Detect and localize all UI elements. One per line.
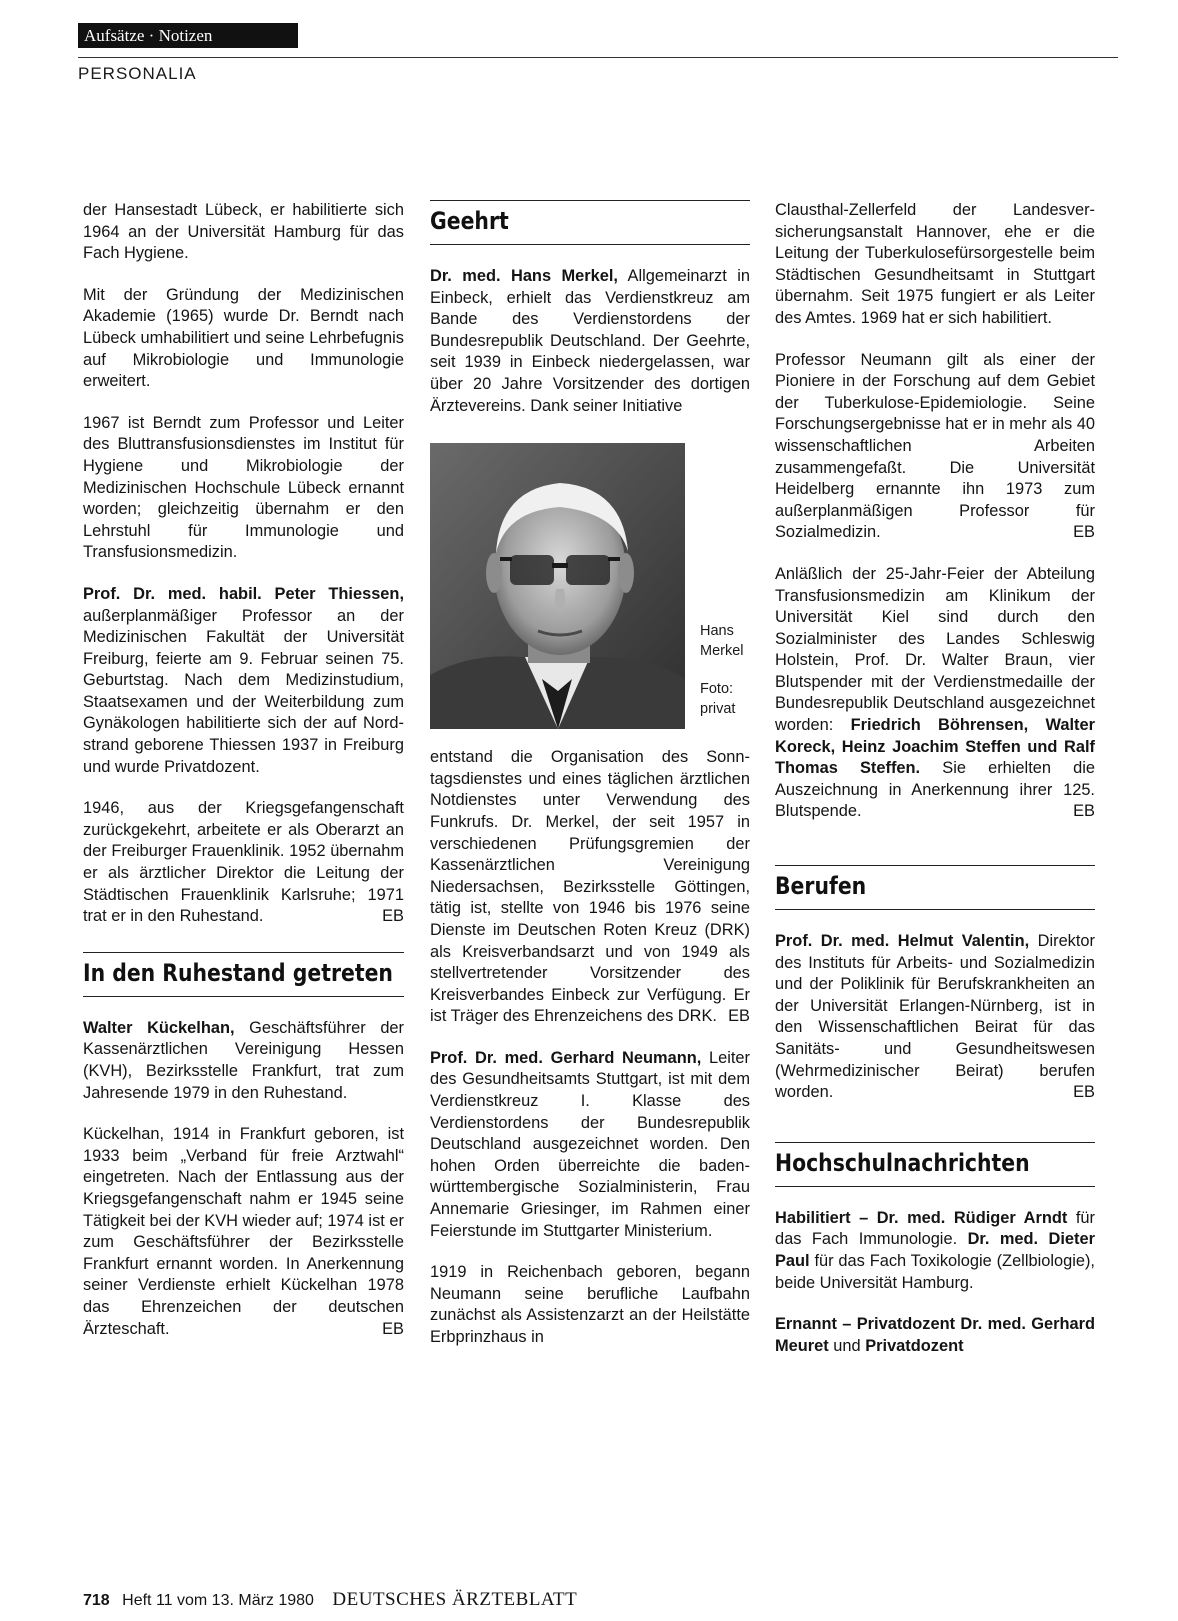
article-paragraph: der Hansestadt Lübeck, er habilitierte sich 1964 an der Universität Hamburg für das Fach Hygiene.: [83, 201, 404, 263]
header-rule: [78, 57, 1118, 58]
heading-ruhestand: In den Ruhestand getreten: [83, 958, 393, 987]
paragraph-text: Kückelhan, 1914 in Frankfurt geboren, ist 1933 beim „Verband für freie Arztwahl“ eingetreten. Nach der Entlassung aus der Kriegsgefangenschaft nahm er 1945 seine Tätigkeit bei der KVH wieder auf; 1974 ist er zum Geschäftsführer der Bezirksstelle Frankfurt ernannt worden. In Anerkennung seiner Verdienste erhielt Kückelhan 1978 das Ehrenzeichen der deutschen Ärzteschaft.: [83, 1125, 404, 1338]
article-paragraph: [83, 584, 404, 778]
paragraph-text: für das Fach Immunologie.: [775, 1208, 1095, 1249]
article-paragraph: [775, 1208, 1095, 1294]
person-name: Prof. Dr. med. Gerhard Neumann,: [430, 1048, 702, 1067]
paragraph-text: außerplanmäßiger Professor an der Medizinischen Fakultät der Universität Freiburg, feierte am 9. Februar seinen 75. Geburtstag. Nach dem Medizinstudium, Staatsexamen und der Weiterbildung zum Gynäkologen habilitierte sich der auf Nordstrand geborene Thiessen 1937 in Freiburg und wurde Privatdozent.: [83, 606, 404, 776]
article-paragraph: 1919 in Reichenbach geboren, begann Neumann seine berufliche Laufbahn zunächst als Assistenzarzt an der Heilstätte Erbprinzhaus in: [430, 1263, 750, 1346]
paragraph-text: entstand die Organisation des Sonntagsdienstes und eines täglichen ärztlichen Notdienstes unter Verwendung des Funkrufs. Dr. Merkel, der seit 1957 in verschiedenen Prüfungsgremien der Kassenärztlichen Vereinigung Niedersachsen, Bezirksstelle Göttingen, tätig ist, stellte von 1946 bis 1976 seine Dienste im Deutschen Roten Kreuz (DRK) als Kreisverbandsarzt und von 1949 als stellvertretender Vorsitzender des Kreisverbandes Einbeck zur Verfügung. Er ist Träger des Ehrenzeichens des DRK.: [430, 748, 750, 1026]
photo-block: [430, 443, 750, 729]
heading-berufen: Berufen: [775, 872, 867, 901]
caption-credit: privat: [700, 701, 736, 718]
paragraph-text: Allgemeinarzt in Einbeck, erhielt das Verdienstkreuz am Bande des Verdienstordens der Bundesrepublik Deutschland. Der Geehrte, seit 1939 in Einbeck niedergelassen, war über 20 Jahre Vorsitzender des dortigen Ärztevereins. Dank seiner Initiative: [430, 267, 750, 415]
article-paragraph: Clausthal-Zellerfeld der Landesversicherungsanstalt Hannover, ehe er die Leitung der Tuberkulosefürsorgestelle beim Städtischen Gesundheitsamt in Stuttgart übernahm. Seit 1975 fungiert er als Leiter des Amtes. 1969 hat er sich habilitiert.: [775, 201, 1095, 327]
article-paragraph: [775, 564, 1095, 823]
author-signature: EB: [382, 907, 404, 926]
paragraph-text: Direktor des Instituts für Arbeits- und Sozialmedizin und der Poliklinik für Berufskrankheiten an der Universität Erlangen-Nürnberg, ist in den Wissenschaftlichen Beirat für das Sanitäts- und Gesundheitswesen (Wehrmedizinischer Beirat) berufen worden.: [775, 932, 1096, 1102]
paragraph-text: Anläßlich der 25-Jahr-Feier der Abteilung Transfusionsmedizin am Klinikum der Universität Kiel sind durch den Sozialminister des Landes Schleswig Holstein, Prof. Dr. Walter Braun, vier Blutspender mit der Verdienstmedaille der Bundesrepublik Deutschland ausgezeichnet worden:: [775, 564, 1095, 735]
author-signature: EB: [1073, 1083, 1095, 1102]
article-paragraph: [430, 747, 750, 1028]
paragraph-text: Professor Neumann gilt als einer der Pioniere in der Forschung auf dem Gebiet der Tuberkulose-Epidemiologie. Seine Forschungsergebnisse hat er in mehr als 40 wissenschaftlichen Arbeiten zusammengefaßt. Die Universität Heidelberg ernannte ihn 1973 zum außerplanmäßigen Professor für Sozialmedizin.: [775, 350, 1095, 542]
caption-name: Merkel: [700, 643, 744, 660]
paragraph-text: Sie erhielten die Auszeichnung in Anerkennung ihrer 125. Blutspende.: [775, 759, 1095, 821]
article-paragraph: [775, 1314, 1095, 1357]
issue-info: Heft 11 vom 13. März 1980: [122, 1592, 314, 1609]
person-name: Habilitiert – Dr. med. Rüdiger Arndt: [775, 1208, 1068, 1227]
portrait-illustration: [430, 443, 685, 729]
paragraph-text: Leiter des Gesundheitsamts Stuttgart, ist mit dem Verdienstkreuz I. Klasse des Verdienstordens der Bundesrepublik Deutschland ausgezeichnet worden. Den hohen Orden überreichte die baden-württembergische Sozialministerin, Frau Annemarie Griesinger, im Rahmen einer Feierstunde im Stuttgarter Ministerium.: [430, 1048, 750, 1240]
paragraph-text: 1946, aus der Kriegsgefangenschaft zurückgekehrt, arbeitete er als Oberarzt an der Freiburger Frauenklinik. 1952 übernahm er als ärztlicher Direktor die Leitung der Städtischen Frauenklinik Karlsruhe; 1971 trat er in den Ruhestand.: [83, 799, 404, 926]
article-paragraph: [430, 1048, 750, 1242]
section-heading: [430, 200, 750, 245]
heading-geehrt: Geehrt: [430, 207, 509, 235]
article-paragraph: [775, 350, 1095, 544]
person-names: Friedrich Böhrensen, Walter Koreck, Heinz Joachim Steffen und Ralf Thomas Steffen.: [775, 716, 1096, 778]
photo-caption: [700, 621, 744, 719]
article-paragraph: Mit der Gründung der Medizinischen Akademie (1965) wurde Dr. Berndt nach Lübeck umhabilitiert und seine Lehrbefugnis auf Mikrobiologie und Immunologie erweitert.: [83, 285, 404, 391]
article-paragraph: [83, 1124, 404, 1340]
column-1: [83, 200, 404, 1340]
caption-name: Hans: [700, 623, 734, 640]
person-name: Privatdozent: [865, 1336, 964, 1355]
author-signature: EB: [1073, 523, 1095, 542]
author-signature: EB: [382, 1319, 404, 1338]
article-paragraph: [430, 266, 750, 417]
department-label: PERSONALIA: [78, 64, 197, 83]
article-paragraph: [775, 931, 1095, 1104]
person-name: Ernannt – Privatdozent Dr. med. Gerhard Meuret: [775, 1315, 1095, 1355]
person-name: Prof. Dr. med. Helmut Valentin,: [775, 932, 1030, 951]
section-heading: [775, 1142, 1095, 1187]
paragraph-text: Geschäftsführer der Kassenärztlichen Vereinigung Hessen (KVH), Bezirksstelle Frankfurt, trat zum Jahresende 1979 in den Ruhestand.: [83, 1018, 405, 1102]
person-name: Dr. med. Dieter Paul: [775, 1230, 1096, 1270]
column-3: [775, 200, 1095, 1357]
paragraph-text: und: [828, 1336, 866, 1355]
section-heading: [83, 952, 404, 997]
caption-credit: Foto:: [700, 681, 734, 698]
article-paragraph: 1967 ist Berndt zum Professor und Leiter des Bluttransfusionsdienstes im Institut für Hygiene und Mikrobiologie der Medizinischen Hochschule Lübeck ernannt worden; gleichzeitig übernahm er den Lehrstuhl für Immunologie und Transfusionsmedizin.: [83, 413, 404, 562]
paragraph-text: für das Fach Toxikologie (Zellbiologie), beide Universität Hamburg.: [775, 1251, 1095, 1292]
page-footer: [83, 1589, 577, 1611]
article-paragraph: [83, 798, 404, 928]
person-name: Walter Kückelhan,: [83, 1018, 235, 1037]
section-heading: [775, 865, 1095, 910]
person-name: Prof. Dr. med. habil. Peter Thiessen,: [83, 584, 404, 603]
column-2: [430, 200, 750, 1349]
person-name: Dr. med. Hans Merkel,: [430, 267, 618, 285]
article-paragraph: [83, 1018, 404, 1104]
portrait-photo: [430, 443, 685, 729]
heading-hochschulnachrichten: Hochschulnachrichten: [775, 1148, 1030, 1177]
page-number: 718: [83, 1592, 110, 1609]
author-signature: EB: [1073, 802, 1095, 821]
author-signature: EB: [728, 1007, 750, 1026]
section-tag: Aufsätze · Notizen: [78, 23, 298, 48]
journal-name: DEUTSCHES ÄRZTEBLATT: [332, 1589, 578, 1610]
